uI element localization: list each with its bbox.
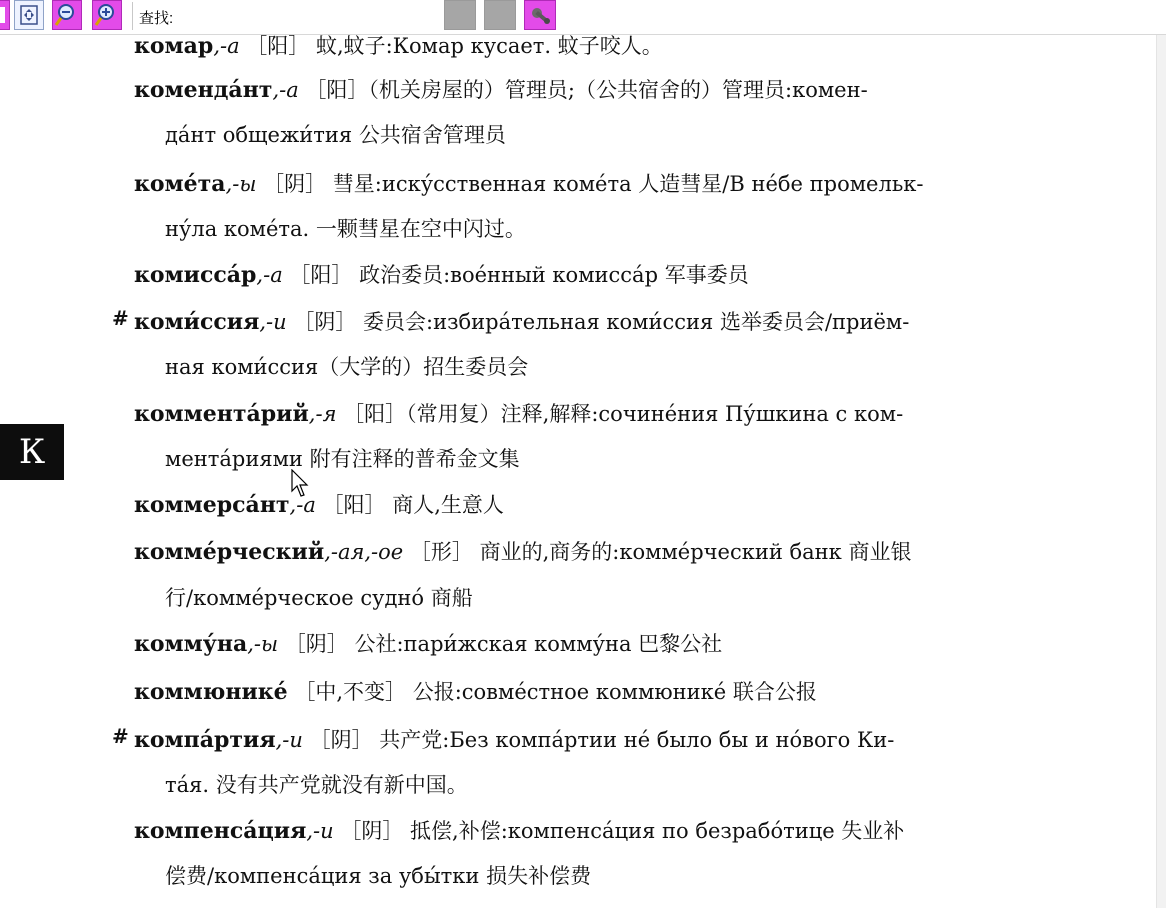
find-options-icon bbox=[525, 1, 555, 29]
entry-komissiya-cont: ная коми́ссия（大学的）招生委员会 bbox=[165, 355, 529, 379]
entry-kommercheskiy bbox=[134, 538, 911, 566]
inflection: ,-и bbox=[306, 819, 334, 843]
page-back-button[interactable] bbox=[0, 0, 10, 30]
inflection: ,-ы bbox=[225, 172, 257, 196]
zoom-in-button[interactable] bbox=[92, 0, 122, 30]
entry-kommuna bbox=[134, 630, 722, 658]
headword: коменда́нт bbox=[134, 77, 273, 103]
entry-komissar bbox=[134, 261, 749, 289]
definition: ［中,不变］ 公报:совме́стное коммюнике́ 联合公报 bbox=[294, 680, 817, 704]
zoom-out-icon bbox=[53, 1, 81, 29]
toolbar bbox=[0, 0, 1166, 35]
entry-kommentariy-cont: мента́риями 附有注释的普希金文集 bbox=[165, 447, 520, 471]
inflection: ,-и bbox=[275, 728, 303, 752]
headword: комму́на bbox=[134, 631, 248, 657]
entry-kommyunike bbox=[134, 678, 817, 706]
headword: компенса́ция bbox=[134, 818, 307, 844]
entry-kompensatsiya-cont: 偿费/компенса́ция за убы́тки 损失补偿费 bbox=[165, 864, 592, 888]
find-label: 查找: bbox=[139, 10, 174, 27]
definition: ［阳］（常用复）注释,解释:сочине́ния Пу́шкина с ком- bbox=[343, 402, 904, 426]
fit-page-icon bbox=[15, 1, 43, 29]
mouse-cursor-icon bbox=[291, 469, 311, 499]
entry-kometa bbox=[134, 170, 923, 198]
find-prev-button[interactable] bbox=[444, 0, 476, 30]
frequent-word-mark: # bbox=[112, 306, 129, 330]
inflection: ,-ая,-ое bbox=[324, 540, 404, 564]
toolbar-separator bbox=[132, 2, 133, 30]
zoom-out-button[interactable] bbox=[52, 0, 82, 30]
page-back-icon bbox=[0, 1, 9, 29]
vertical-scrollbar[interactable] bbox=[1156, 35, 1166, 908]
definition: ［阴］ 共产党:Без компа́ртии не́ было бы и но́вого Ки- bbox=[309, 728, 895, 752]
dictionary-page bbox=[0, 35, 1157, 908]
definition: ［阴］ 抵偿,补偿:компенса́ция по безрабо́тице 失业补 bbox=[340, 819, 905, 843]
headword: комар bbox=[134, 35, 214, 59]
entry-kompensatsiya bbox=[134, 817, 904, 845]
definition: ［阳］ 蚊,蚊子:Комар кусает. 蚊子咬人。 bbox=[246, 35, 663, 58]
headword: коми́ссия bbox=[134, 309, 260, 335]
entry-kommercheskiy-cont: 行/комме́рческое судно́ 商船 bbox=[165, 586, 473, 610]
definition: ［阳］ 商人,生意人 bbox=[322, 493, 504, 517]
headword: комисса́р bbox=[134, 262, 257, 288]
definition: ［阳］ 政治委员:вое́нный комисса́р 军事委员 bbox=[289, 263, 749, 287]
headword: коммюнике́ bbox=[134, 679, 288, 705]
entry-kommentariy bbox=[134, 400, 903, 428]
inflection: ,-а bbox=[213, 35, 240, 58]
entry-kompartiya-cont: та́я. 没有共产党就没有新中国。 bbox=[165, 773, 468, 797]
entry-kometa-cont: ну́ла коме́та. 一颗彗星在空中闪过。 bbox=[165, 217, 526, 241]
fit-page-button[interactable] bbox=[14, 0, 44, 30]
definition: ［阴］ 委员会:избира́тельная коми́ссия 选举委员会/приём- bbox=[293, 310, 910, 334]
inflection: ,-я bbox=[308, 402, 337, 426]
definition: ［阴］ 公社:пари́жская комму́на 巴黎公社 bbox=[284, 632, 723, 656]
find-input[interactable] bbox=[186, 3, 442, 29]
inflection: ,-и bbox=[259, 310, 287, 334]
frequent-word-mark: # bbox=[112, 724, 129, 748]
inflection: ,-ы bbox=[247, 632, 279, 656]
headword: коммерса́нт bbox=[134, 492, 290, 518]
entry-kommersant bbox=[134, 491, 504, 519]
entry-komendant-cont: да́нт общежи́тия 公共宿舍管理员 bbox=[165, 123, 506, 147]
definition: ［阴］ 彗星:иску́сственная коме́та 人造彗星/В не́бе промельк- bbox=[263, 172, 924, 196]
inflection: ,-а bbox=[272, 78, 299, 102]
zoom-in-icon bbox=[93, 1, 121, 29]
entry-komissiya bbox=[134, 308, 909, 336]
find-options-button[interactable] bbox=[524, 0, 556, 30]
section-letter-tab: К bbox=[0, 424, 64, 480]
find-next-button[interactable] bbox=[484, 0, 516, 30]
inflection: ,-а bbox=[256, 263, 283, 287]
entry-komendant bbox=[134, 76, 868, 104]
inflection: ,-а bbox=[289, 493, 316, 517]
entry-kompartiya bbox=[134, 726, 894, 754]
headword: коме́та bbox=[134, 171, 226, 197]
definition: ［阳］（机关房屋的）管理员;（公共宿舍的）管理员:комен- bbox=[305, 78, 868, 102]
headword: коммента́рий bbox=[134, 401, 309, 427]
definition: ［形］ 商业的,商务的:комме́рческий банк 商业银 bbox=[409, 540, 912, 564]
headword: комме́рческий bbox=[134, 539, 325, 565]
entry-komar bbox=[134, 35, 663, 60]
headword: компа́ртия bbox=[134, 727, 276, 753]
